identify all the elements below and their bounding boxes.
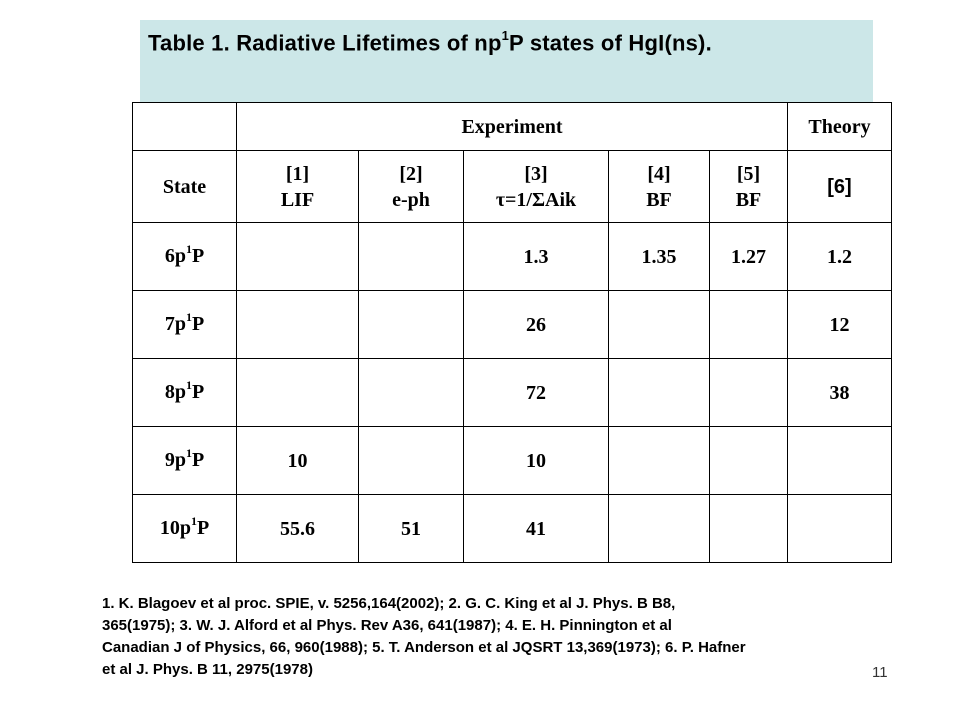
value-cell [710, 495, 788, 563]
column-header [237, 151, 359, 223]
value-cell: 41 [464, 495, 609, 563]
value-cell [710, 359, 788, 427]
value-cell: 1.2 [788, 223, 892, 291]
experiment-header: Experiment [237, 103, 788, 151]
state-label: 10p [159, 516, 191, 539]
lifetimes-table [132, 102, 892, 563]
reference-line: et al J. Phys. B 11, 2975(1978) [102, 661, 313, 678]
table-row [133, 359, 892, 427]
value-cell [788, 427, 892, 495]
value-cell: 51 [359, 495, 464, 563]
value-cell [609, 427, 710, 495]
value-cell: 38 [788, 359, 892, 427]
state-superscript: 1 [185, 241, 192, 256]
column-header [788, 151, 892, 223]
value-cell: 72 [464, 359, 609, 427]
column-method: LIF [280, 188, 315, 211]
references [102, 593, 902, 681]
value-cell [359, 291, 464, 359]
theory-header: Theory [788, 103, 892, 151]
value-cell [609, 495, 710, 563]
state-superscript: 1 [185, 309, 192, 324]
value-cell: 1.3 [464, 223, 609, 291]
state-superscript: 1 [185, 445, 192, 460]
title-superscript: 1 [501, 28, 510, 43]
reference-line: Canadian J of Physics, 66, 960(1988); 5. T. Anderson et al JQSRT 13,369(1973); 6. P. Hafner [102, 639, 746, 656]
value-cell [237, 359, 359, 427]
state-label: 6p [164, 244, 186, 267]
value-cell [359, 223, 464, 291]
column-method: τ=1/ΣAik [495, 188, 577, 211]
value-cell: 55.6 [237, 495, 359, 563]
column-method: BF [735, 188, 762, 211]
page-number: 11 [872, 664, 888, 681]
state-cell [133, 223, 237, 291]
table-row [133, 291, 892, 359]
column-header [464, 151, 609, 223]
value-cell: 12 [788, 291, 892, 359]
value-cell: 10 [464, 427, 609, 495]
reference-line: 365(1975); 3. W. J. Alford et al Phys. Rev A36, 641(1987); 4. E. H. Pinnington et al [102, 617, 672, 634]
value-cell [710, 427, 788, 495]
title-banner [140, 20, 873, 102]
value-cell: 1.35 [609, 223, 710, 291]
title-text-end: P states of HgI(ns). [509, 30, 712, 56]
column-ref: [2] [399, 162, 423, 185]
column-header [710, 151, 788, 223]
corner-cell [133, 103, 237, 151]
column-header [359, 151, 464, 223]
column-header-row [133, 151, 892, 223]
value-cell [788, 495, 892, 563]
column-ref: [3] [524, 162, 548, 185]
state-cell [133, 495, 237, 563]
table-row [133, 427, 892, 495]
value-cell [609, 291, 710, 359]
table-row [133, 223, 892, 291]
state-label-end: P [191, 448, 205, 471]
value-cell: 26 [464, 291, 609, 359]
state-superscript: 1 [190, 513, 197, 528]
column-ref: [5] [736, 162, 761, 185]
column-header [609, 151, 710, 223]
state-label-end: P [191, 244, 205, 267]
value-cell [710, 291, 788, 359]
value-cell [609, 359, 710, 427]
column-ref: [1] [285, 162, 310, 185]
state-label: 7p [164, 312, 186, 335]
table-title [148, 30, 712, 56]
group-header-row [133, 103, 892, 151]
state-label-end: P [191, 380, 205, 403]
state-header: State [133, 151, 237, 223]
state-label-end: P [191, 312, 205, 335]
table-row [133, 495, 892, 563]
column-method: BF [646, 188, 672, 211]
column-ref: [6] [827, 175, 852, 198]
state-superscript: 1 [185, 377, 192, 392]
value-cell [359, 427, 464, 495]
state-cell [133, 291, 237, 359]
column-ref: [4] [647, 162, 671, 185]
value-cell [237, 223, 359, 291]
state-label: 8p [164, 380, 186, 403]
column-method: e-ph [392, 188, 430, 211]
value-cell [237, 291, 359, 359]
state-label: 9p [164, 448, 186, 471]
reference-line: 1. K. Blagoev et al proc. SPIE, v. 5256,164(2002); 2. G. C. King et al J. Phys. B B8, [102, 595, 676, 612]
state-cell [133, 359, 237, 427]
title-text-main: Table 1. Radiative Lifetimes of np [148, 30, 502, 56]
state-cell [133, 427, 237, 495]
value-cell [359, 359, 464, 427]
value-cell: 1.27 [710, 223, 788, 291]
state-label-end: P [196, 516, 210, 539]
value-cell: 10 [237, 427, 359, 495]
